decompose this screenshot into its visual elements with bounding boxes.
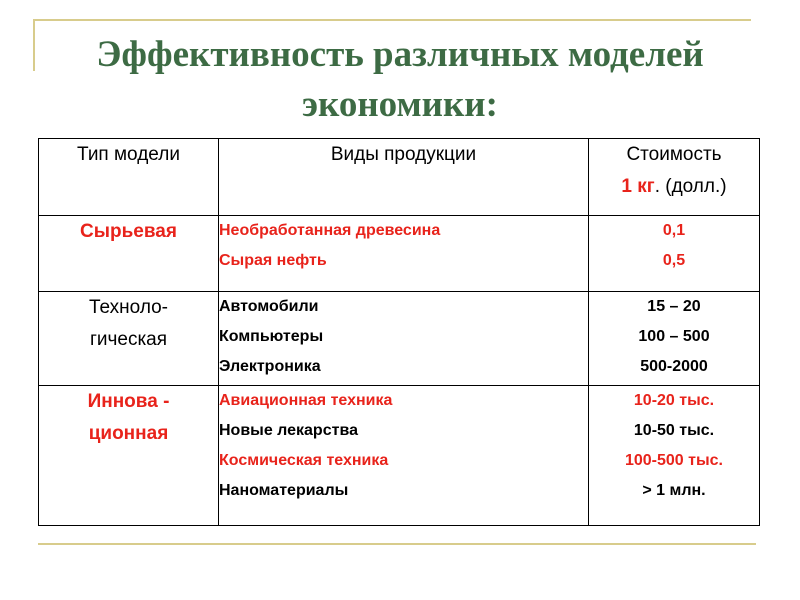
product-types-cell xyxy=(219,386,589,526)
product-item: Наноматериалы xyxy=(219,482,349,499)
cost-value: 0,5 xyxy=(662,252,686,269)
product-item: Автомобили xyxy=(219,298,319,315)
left-decor-line xyxy=(33,19,35,71)
cost-cell xyxy=(589,216,760,292)
model-type-cell xyxy=(39,292,219,386)
product-item: Электроника xyxy=(219,358,321,375)
header-product-types: Виды продукции xyxy=(219,139,589,216)
product-item: Компьютеры xyxy=(219,328,324,345)
cost-cell xyxy=(589,292,760,386)
title-line-2: экономики: xyxy=(302,84,498,125)
cost-value: > 1 млн. xyxy=(642,482,706,499)
header-cost-unit: 1 кг xyxy=(621,176,655,197)
cost-cell xyxy=(589,386,760,526)
product-types-cell xyxy=(219,216,589,292)
table-row xyxy=(39,386,760,526)
header-cost: Стоимость 1 кг. (долл.) xyxy=(589,139,760,216)
cost-value: 10-50 тыс. xyxy=(633,422,715,439)
cost-value: 15 – 20 xyxy=(647,298,701,315)
cost-value: 500-2000 xyxy=(640,358,708,375)
cost-value: 100-500 тыс. xyxy=(624,452,723,469)
cost-value: 0,1 xyxy=(662,222,686,239)
title-line-1: Эффективность различных моделей xyxy=(96,34,704,75)
product-item: Космическая техника xyxy=(219,452,389,469)
cost-value: 10-20 тыс. xyxy=(633,392,715,409)
product-item: Авиационная техника xyxy=(219,392,393,409)
model-type-cell xyxy=(39,216,219,292)
economy-models-table xyxy=(38,138,760,526)
product-item: Новые лекарства xyxy=(219,422,358,439)
bottom-decor-line xyxy=(38,543,756,545)
model-type-cell xyxy=(39,386,219,526)
product-types-cell xyxy=(219,292,589,386)
table-row xyxy=(39,292,760,386)
header-model-type: Тип модели xyxy=(39,139,219,216)
model-name-line: Сырьевая xyxy=(80,221,177,242)
model-name-line: Иннова - xyxy=(87,391,170,412)
product-item: Сырая нефть xyxy=(219,252,327,269)
top-decor-line xyxy=(33,19,751,21)
product-item: Необработанная древесина xyxy=(219,222,441,239)
model-name-line: Техноло- xyxy=(88,297,169,318)
table-row xyxy=(39,216,760,292)
model-name-line: гическая xyxy=(89,329,168,350)
slide-title xyxy=(40,30,760,130)
model-name-line: ционная xyxy=(88,423,169,444)
table-header-row xyxy=(39,139,760,216)
cost-value: 100 – 500 xyxy=(638,328,710,345)
